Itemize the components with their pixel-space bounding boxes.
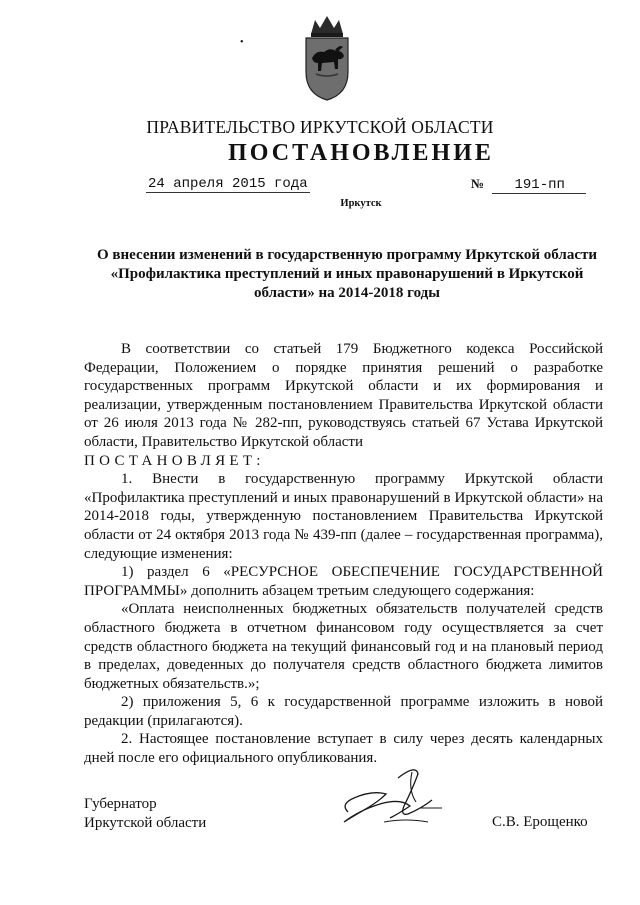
paragraph-preamble: В соответствии со статьей 179 Бюджетного кодекса Российской Федерации, Положением о порядке принятия решений о разработке государственных программ Иркутской области и их формирования и реализации, утвержденным постановлением Правительства Иркутской области от 26 июля 2013 года № 282-пп, руководствуясь статьей 67 Устава Иркутской области, Правительство Иркутской области [84, 341, 603, 450]
paragraph-quote: «Оплата неисполненных бюджетных обязательств получателей средств областного бюджета в отчетном финансовом году осуществляется за счет средств областного бюджета на текущий финансовый год и на плановый период в пределах, доведенных до получателя средств областного бюджета лимитов бюджетных обязательств.»; [84, 601, 603, 692]
paragraph-subitem-2: 2) приложения 5, 6 к государственной программе изложить в новой редакции (прилагаются). [84, 694, 603, 729]
paragraph-decides: ПОСТАНОВЛЯЕТ: [84, 452, 265, 469]
document-body [84, 340, 603, 768]
document-number [471, 176, 586, 194]
signer-position [84, 795, 206, 833]
document-type: ПОСТАНОВЛЕНИЕ [228, 140, 494, 166]
heading-line-2: «Профилактика преступлений и иных правонарушений в Иркутской [110, 266, 584, 282]
document-date [146, 176, 310, 193]
city-name: Иркутск [340, 198, 382, 209]
paragraph-item-1: 1. Внести в государственную программу Иркутской области «Профилактика преступлений и иных правонарушений в Иркутской области» на 2014-2018 годы, утвержденную постановлением Правительства Иркутской области от 24 октября 2013 года № 439-пп (далее – государственная программа), следующие изменения: [84, 471, 603, 562]
paragraph-item-2: 2. Настоящее постановление вступает в силу через десять календарных дней после его официального опубликования. [84, 731, 603, 767]
handwritten-signature [320, 760, 450, 836]
number-value: 191-пп [492, 177, 586, 194]
paragraph-subitem-1: 1) раздел 6 «РЕСУРСНОЕ ОБЕСПЕЧЕНИЕ ГОСУДАРСТВЕННОЙ ПРОГРАММЫ» дополнить абзацем третьим следующего содержания: [84, 564, 603, 599]
document-heading [82, 246, 612, 303]
scan-mark: • [240, 37, 244, 48]
signer-name: С.В. Ерощенко [492, 814, 588, 830]
heading-line-1: О внесении изменений в государственную программу Иркутской области [96, 247, 598, 263]
date-value: 24 апреля 2015 года [148, 176, 308, 192]
signer-position-line-1: Губернатор [84, 796, 157, 812]
coat-of-arms-icon [302, 14, 352, 102]
heading-line-3: области» на 2014-2018 годы [254, 285, 440, 301]
government-title: ПРАВИТЕЛЬСТВО ИРКУТСКОЙ ОБЛАСТИ [146, 117, 494, 137]
number-sign: № [471, 176, 485, 191]
signer-position-line-2: Иркутской области [84, 815, 207, 831]
